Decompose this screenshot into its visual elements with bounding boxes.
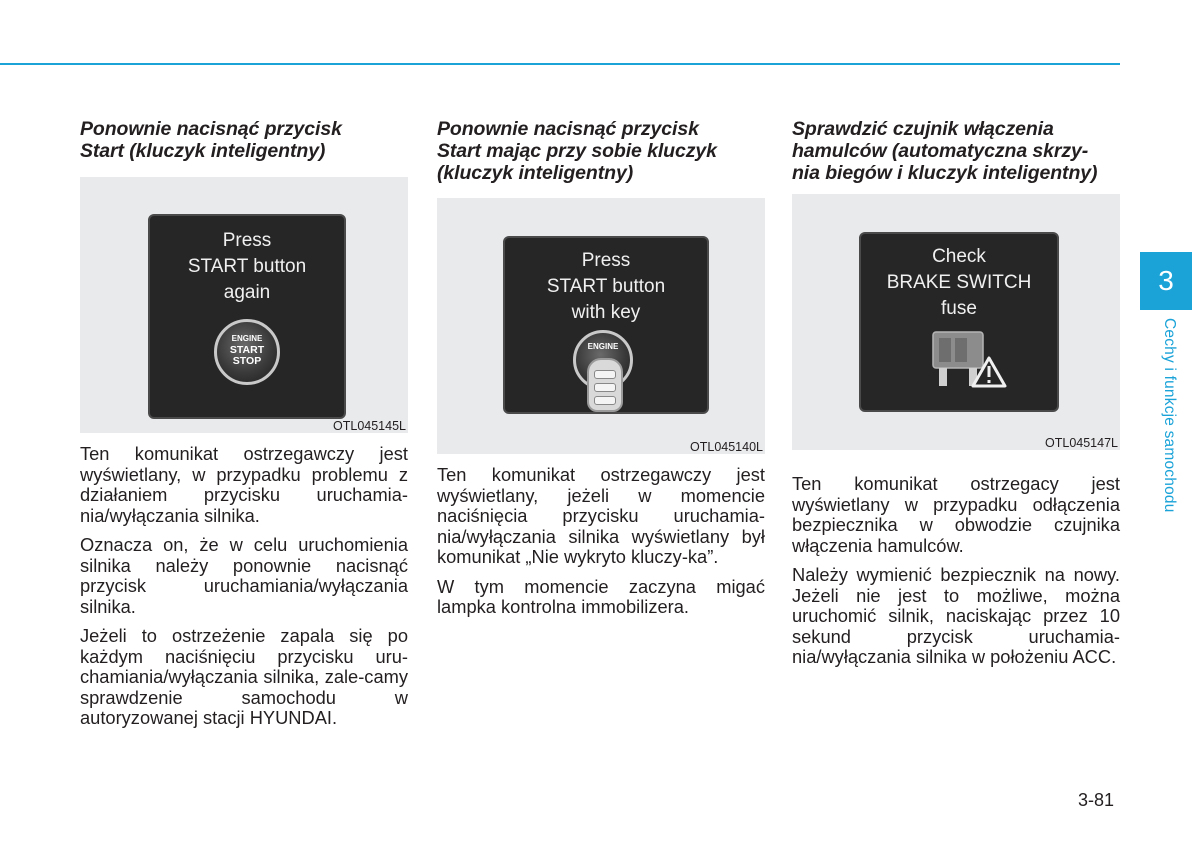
figure-press-start-with-key [437, 198, 765, 454]
button-label-engine: ENGINE [587, 342, 619, 351]
paragraph: Jeżeli to ostrzeżenie zapala się po każdym naciśnięciu przycisku uru-chamiania/wyłączania silnika, zale-camy sprawdzenie samochodu w autoryzowanej stacji HYUNDAI. [80, 625, 408, 728]
figure-press-start-again [80, 177, 408, 433]
paragraph: Oznacza on, że w celu uruchomienia silnika należy ponownie nacisnąć przycisk uruchamiania/wyłączania silnika. [80, 534, 408, 617]
display-screen [859, 232, 1059, 412]
button-label-stop: STOP [232, 355, 262, 367]
paragraph: Ten komunikat ostrzegawczy jest wyświetlany, w przypadku problemu z działaniem przycisku uruchamia-nia/wyłączania silnika. [80, 443, 408, 526]
fuse-warning-icon [929, 330, 1009, 392]
button-label-start: START [229, 343, 265, 356]
section-heading: Ponownie nacisnąć przycisk Start mając przy sobie kluczyk (kluczyk inteligentny) [437, 118, 717, 184]
chapter-tab: 3 [1140, 252, 1192, 310]
column-3-body [792, 474, 1120, 677]
paragraph: Ten komunikat ostrzegawczy jest wyświetlany, jeżeli w momencie naciśnięcia przycisku uruchamia-nia/wyłączania silnika wyświetlany był komunikat „Nie wykryto kluczy-ka”. [437, 464, 765, 567]
figure-code: OTL045145L [333, 419, 406, 433]
screen-message: Press START button again [187, 230, 307, 303]
figure-code: OTL045140L [690, 440, 763, 454]
paragraph: W tym momencie zaczyna migać lampka kontrolna immobilizera. [437, 575, 765, 617]
top-rule [0, 63, 1120, 65]
screen-message: Check BRAKE SWITCH fuse [886, 246, 1032, 319]
display-screen [503, 236, 709, 414]
column-2 [437, 118, 765, 184]
paragraph: Należy wymienić bezpiecznik na nowy. Jeżeli nie jest to możliwe, można uruchomić silnik, naciskając przez 10 sekund przycisk uruchamia-nia/wyłączania silnika w położeniu ACC. [792, 564, 1120, 667]
screen-message: Press START button with key [546, 250, 666, 323]
figure-check-brake-switch-fuse [792, 194, 1120, 450]
smart-key-icon [587, 358, 623, 412]
column-1-body [80, 444, 408, 738]
button-label-engine: ENGINE [231, 334, 263, 343]
paragraph: Ten komunikat ostrzegacy jest wyświetlany w przypadku odłączenia bezpiecznika w obwodzie czujnika włączenia hamulców. [792, 473, 1120, 556]
column-1 [80, 118, 408, 162]
section-heading: Ponownie nacisnąć przycisk Start (kluczyk inteligentny) [80, 118, 342, 162]
column-3 [792, 118, 1120, 184]
display-screen [148, 214, 346, 419]
column-2-body [437, 465, 765, 627]
engine-start-stop-button-icon [214, 319, 280, 385]
page-number: 3-81 [1078, 790, 1115, 810]
section-heading: Sprawdzić czujnik włączenia hamulców (automatyczna skrzy- nia biegów i kluczyk inteligentny) [792, 118, 1098, 184]
figure-code: OTL045147L [1045, 436, 1118, 450]
chapter-label: Cechy i funkcje samochodu [1161, 318, 1178, 513]
